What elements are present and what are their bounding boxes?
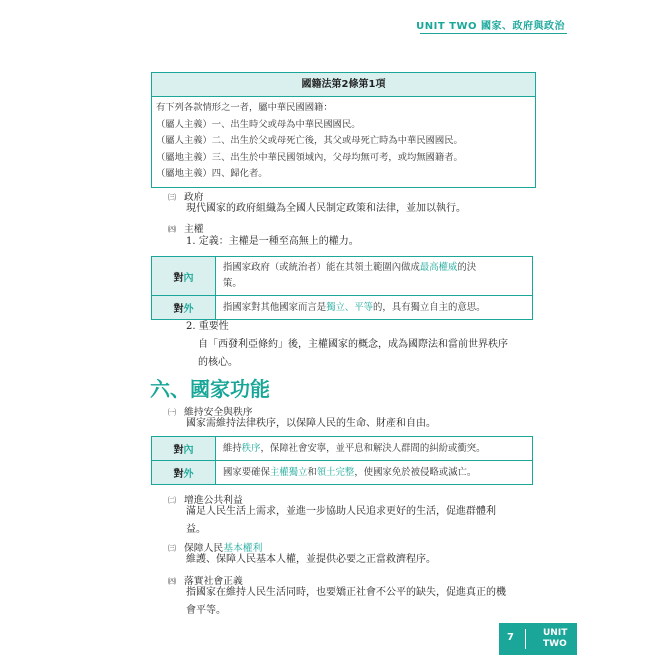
law-line: （屬地主義）四、歸化者。: [156, 168, 268, 179]
function-rights-text: 維護、保障人民基本人權，並提供必要之正當救濟程序。: [186, 554, 436, 565]
highlight-term: 獨立、平等: [326, 301, 374, 313]
row-value-external: [216, 296, 533, 320]
highlight-term: 基本權利: [223, 543, 263, 554]
section-title: 主權: [184, 224, 204, 235]
cell-text: 國家要確保: [223, 466, 270, 478]
cell-text: 指國家政府（或統治者）能在其領土範圍內做成: [223, 262, 420, 273]
highlight-term: 領土完整: [316, 466, 355, 478]
law-article-body: [152, 97, 535, 187]
text-line: 會平等。: [186, 605, 226, 616]
table-row: [152, 296, 533, 320]
unit-header-title: UNIT TWO 國家、政府與政治: [416, 21, 565, 32]
table-row: [152, 437, 533, 461]
cell-text: 的，具有獨立自主的意思。: [373, 301, 486, 313]
footer-unit-label: [543, 628, 567, 650]
government-text: 現代國家的政府組織為全國人民制定政策和法律，並加以執行。: [186, 203, 466, 214]
section-title: 保障人民: [184, 543, 224, 554]
row-value-internal: [216, 257, 533, 296]
cell-text: 和: [307, 466, 317, 478]
cell-text: 指國家對其他國家而言是: [223, 301, 327, 313]
row-key-external: [152, 461, 216, 485]
table-row: [152, 257, 533, 296]
law-line: （屬人主義）二、出生於父或母死亡後，其父或母死亡時為中華民國國民。: [156, 135, 463, 146]
law-article-box: [151, 72, 536, 188]
section-number: ㈠: [168, 408, 176, 417]
importance-label: 2. 重要性: [186, 321, 229, 332]
section-number: ㈣: [168, 577, 176, 586]
row-key-internal: [152, 257, 216, 296]
section-title: 增進公共利益: [184, 495, 243, 506]
key-char: 對: [173, 272, 184, 284]
section-title: 政府: [184, 192, 204, 203]
cell-text: 的決: [457, 262, 477, 273]
section-number: ㈣: [168, 225, 176, 234]
law-line: 有下列各款情形之一者，屬中華民國國籍：: [156, 102, 333, 113]
cell-text: ，使國家免於被侵略或滅亡。: [354, 466, 477, 478]
key-char-accent: 內: [183, 272, 194, 284]
cell-text: 維持: [223, 442, 242, 454]
header-rule: [420, 33, 567, 34]
section-title: 落實社會正義: [184, 576, 243, 587]
text-line: 的核心。: [198, 357, 238, 368]
highlight-term: 最高權威: [419, 262, 458, 273]
cell-text: ，保障社會安寧，並平息和解決人群間的糾紛或衝突。: [260, 442, 486, 454]
section-number: ㈢: [168, 193, 176, 202]
cell-text: 策。: [223, 278, 242, 289]
text-line: 自「西發利亞條約」後，主權國家的概念，成為國際法和當前世界秩序: [198, 339, 508, 350]
text-line: 滿足人民生活上需求，並進一步協助人民追求更好的生活，促進群體利: [186, 506, 496, 517]
importance-text: [198, 336, 508, 372]
page-number: 7: [507, 632, 514, 643]
highlight-term: 秩序: [241, 442, 261, 454]
key-char-accent: 內: [183, 445, 194, 456]
footer-divider: [525, 629, 526, 649]
section-number: ㈢: [168, 544, 176, 553]
law-line: （屬人主義）一、出生時父或母為中華民國國民。: [156, 118, 361, 130]
text-line: 益。: [186, 524, 206, 535]
function-justice-text: [186, 584, 506, 620]
sovereignty-definition: 1. 定義：主權是一種至高無上的權力。: [186, 236, 359, 247]
sovereignty-table: [151, 256, 533, 320]
row-key-external: [152, 296, 216, 320]
function-security-text: 國家需維持法律秩序，以保障人民的生命、財產和自由。: [186, 418, 436, 429]
function-public-interest-text: [186, 503, 496, 539]
section-title: 維持安全與秩序: [184, 407, 253, 418]
row-value-external: [216, 461, 533, 485]
law-article-title: 國籍法第2條第1項: [152, 73, 535, 97]
security-table: [151, 436, 533, 485]
table-row: [152, 461, 533, 485]
footer-unit-line: UNIT: [543, 628, 568, 638]
text-line: 指國家在維持人民生活同時，也要矯正社會不公平的缺失，促進真正的機: [186, 587, 506, 598]
highlight-term: 主權獨立: [269, 466, 308, 478]
section-heading-state-functions: 六、國家功能: [150, 377, 270, 401]
section-number: ㈡: [168, 496, 176, 505]
key-char: 對: [173, 304, 184, 315]
key-char-accent: 外: [183, 469, 194, 480]
row-value-internal: [216, 437, 533, 461]
footer-unit-line: TWO: [543, 639, 567, 649]
key-char: 對: [173, 469, 184, 480]
row-key-internal: [152, 437, 216, 461]
key-char: 對: [173, 445, 184, 456]
key-char-accent: 外: [183, 304, 194, 315]
footer-page-tab: [499, 623, 577, 655]
law-line: （屬地主義）三、出生於中華民國領域內，父母均無可考，或均無國籍者。: [156, 151, 463, 163]
